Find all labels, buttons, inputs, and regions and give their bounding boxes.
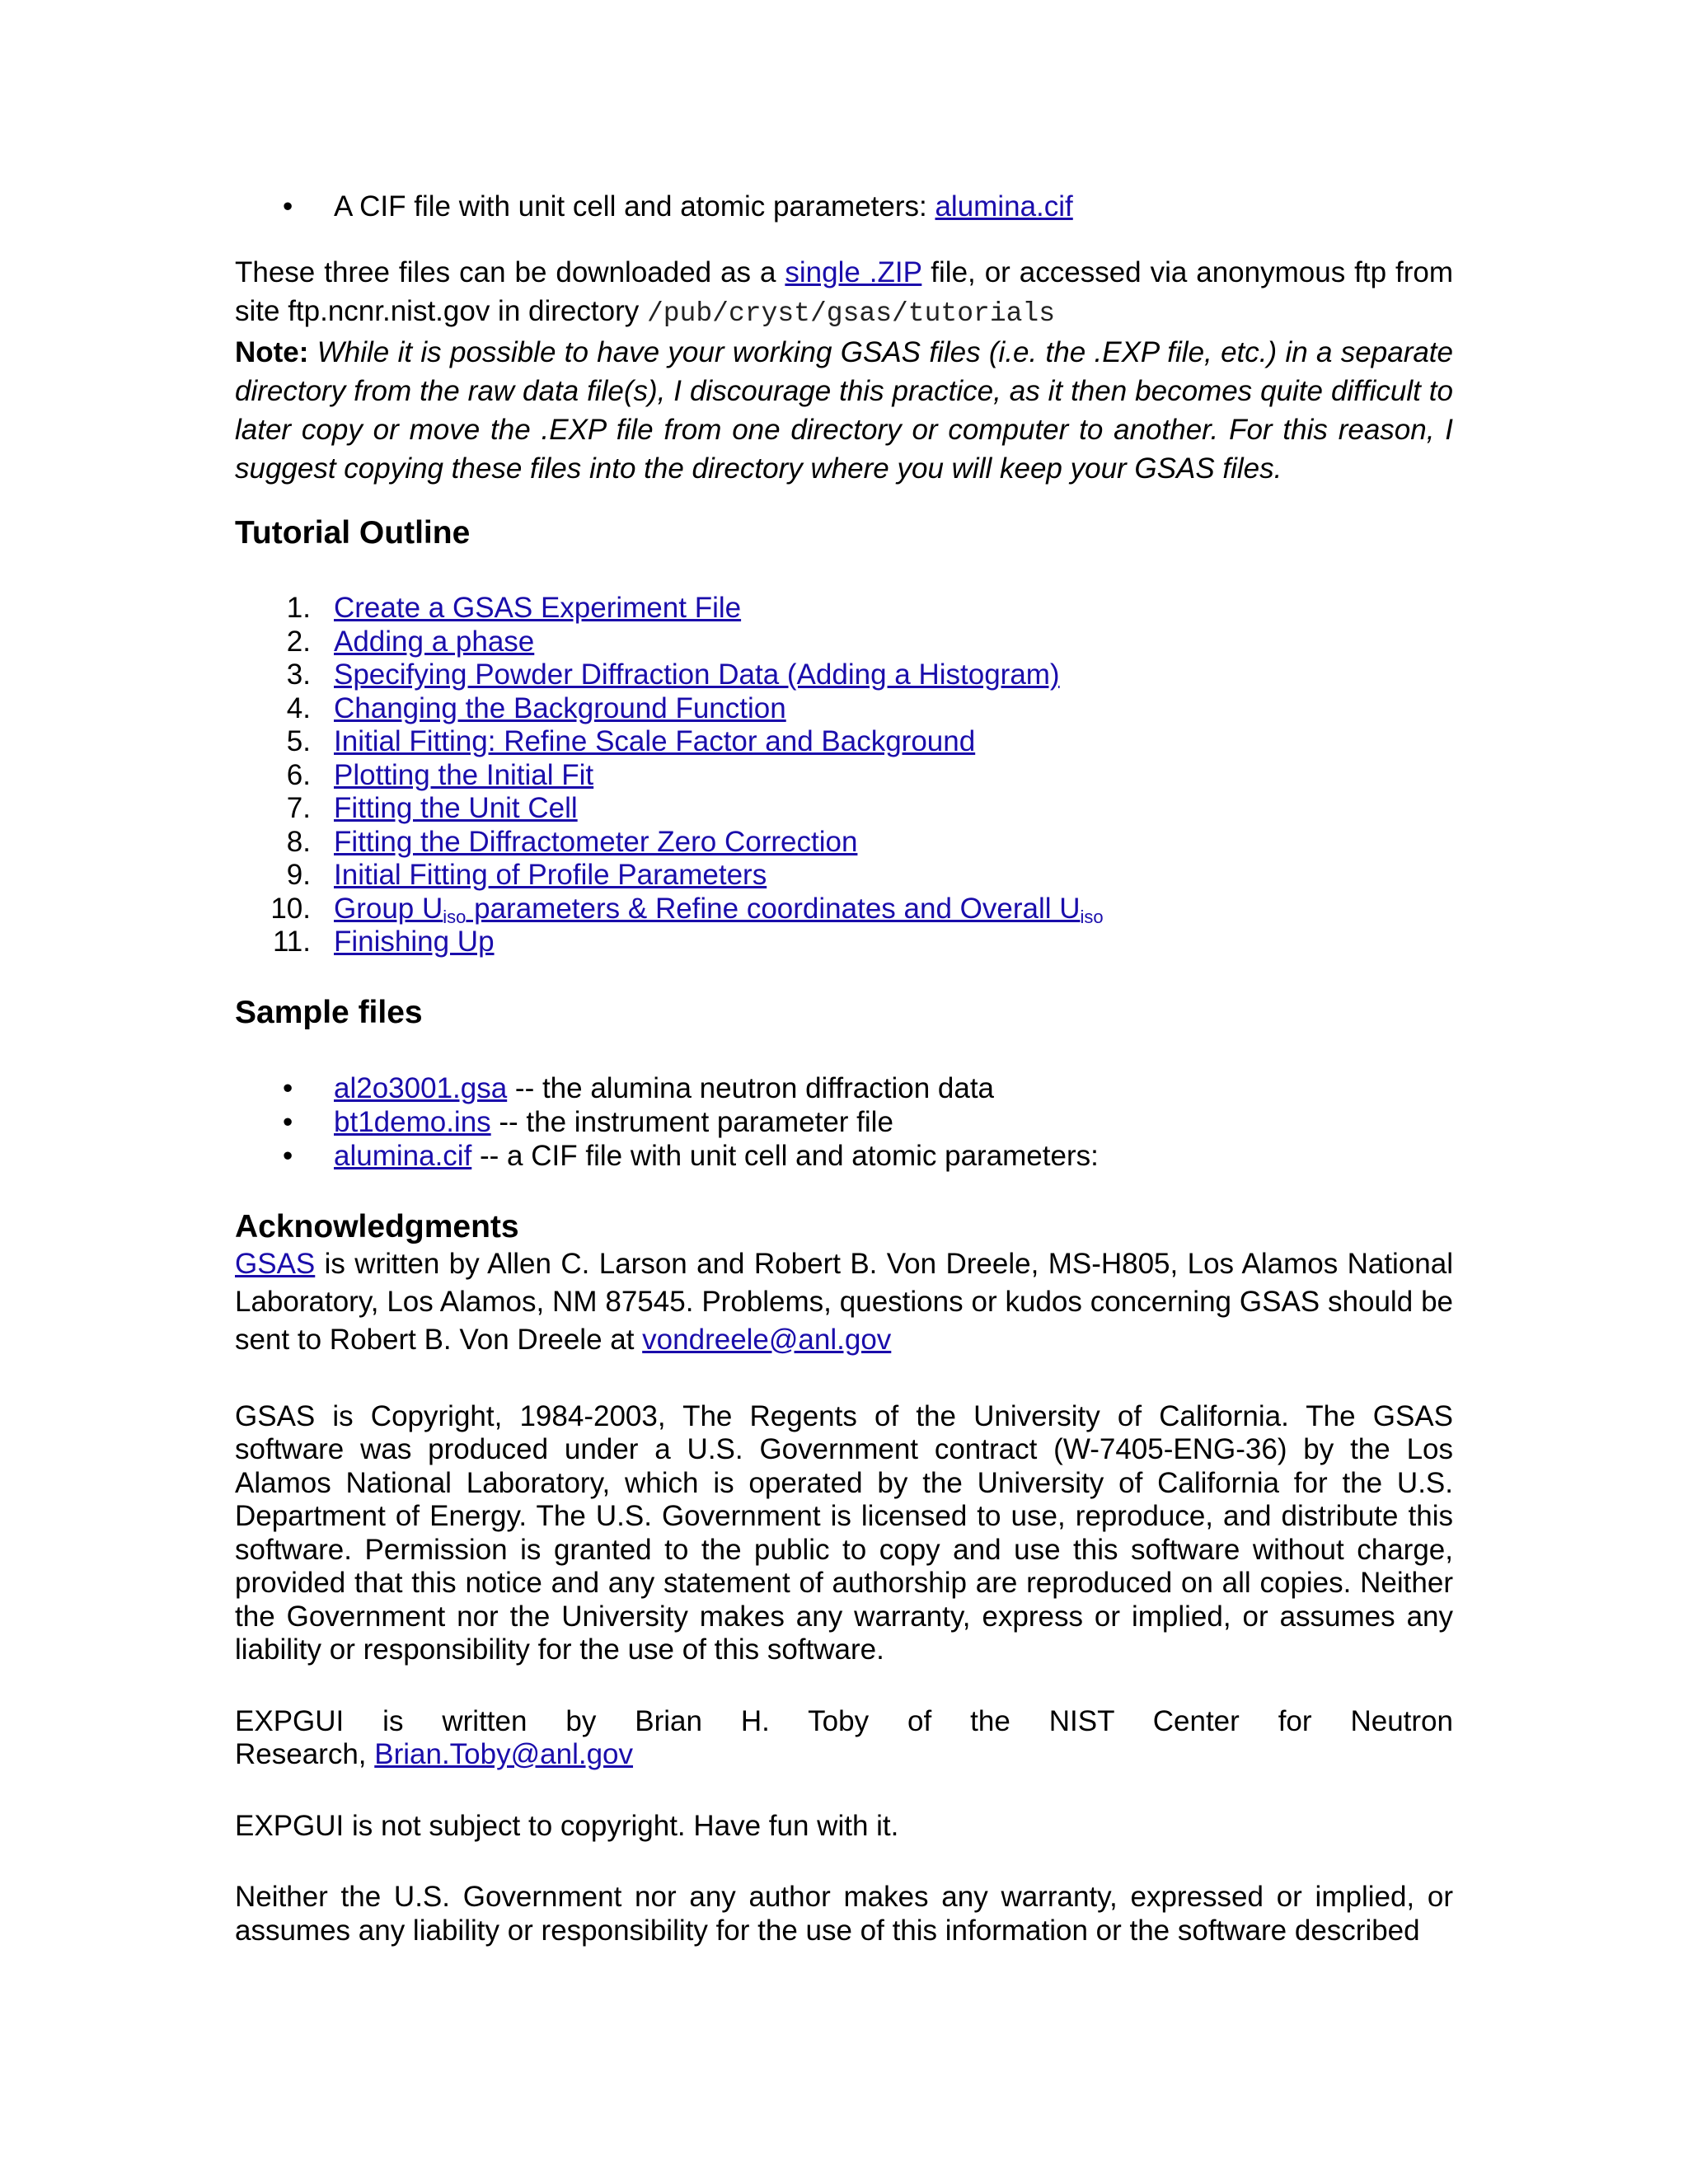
outline-link-plotting[interactable]: Plotting the Initial Fit	[334, 758, 594, 791]
list-item: 8. Fitting the Diffractometer Zero Correction	[286, 825, 858, 858]
document-page	[235, 190, 1453, 1947]
copyright-paragraph: GSAS is Copyright, 1984-2003, The Regents of the University of California. The GSAS software was produced under a U.S. Government contract (W-7405-ENG-36) by the Los Alamos National Laboratory, which is operated by the University of California for the U.S. Department of Energy. The U.S. Government is licensed to use, reproduce, and distribute this software. Permission is granted to the public to copy and use this software without charge, provided that this notice and any statement of authorship are reproduced on all copies. Neither the Government nor the University makes any warranty, express or implied, or assumes any liability or responsibility for the use of this software.	[235, 1399, 1453, 1666]
list-item: 10. Group $U_{iso}$ parameters & Refine coordinates and Overall $U_{iso}$	[270, 892, 1104, 927]
outline-link-adding-phase[interactable]: Adding a phase	[334, 625, 535, 658]
ack-gsas-paragraph: GSAS is written by Allen C. Larson and Robert B. Von Dreele, MS-H805, Los Alamos National Laboratory, Los Alamos, NM 87545. Problems, questions or kudos concerning GSAS should be sent to Robert B. Von Dreele at vondreele@anl.gov	[235, 1247, 1453, 1356]
toby-email-link[interactable]: Brian.Toby@anl.gov	[374, 1738, 634, 1770]
outline-link-background[interactable]: Changing the Background Function	[334, 691, 786, 724]
outline-link-finishing[interactable]: Finishing Up	[334, 926, 495, 958]
ftp-path: /pub/cryst/gsas/tutorials	[646, 298, 1056, 329]
zip-download-link[interactable]: single .ZIP	[785, 256, 922, 288]
list-item: 5. Initial Fitting: Refine Scale Factor and Background	[286, 725, 976, 757]
note-label: Note:	[235, 336, 309, 368]
sample-link-cif[interactable]: alumina.cif	[334, 1139, 472, 1172]
list-item: 6. Plotting the Initial Fit	[286, 758, 594, 791]
gsas-link[interactable]: GSAS	[235, 1247, 316, 1280]
alumina-cif-link[interactable]: alumina.cif	[935, 190, 1073, 223]
note-paragraph	[235, 333, 1453, 488]
outline-link-create-exp[interactable]: Create a GSAS Experiment File	[334, 592, 742, 624]
sample-files-list	[235, 1071, 1453, 1173]
list-item: 9. Initial Fitting of Profile Parameters	[286, 859, 767, 891]
outline-link-profile[interactable]: Initial Fitting of Profile Parameters	[334, 859, 767, 891]
file-list-top	[235, 190, 1453, 223]
list-item: 4. Changing the Background Function	[286, 691, 786, 724]
list-item: 2. Adding a phase	[286, 625, 535, 658]
sample-files-heading: Sample files	[235, 994, 423, 1030]
acknowledgments-heading: Acknowledgments	[235, 1208, 519, 1244]
sample-link-ins[interactable]: bt1demo.ins	[334, 1105, 491, 1138]
warranty-paragraph: Neither the U.S. Government nor any author makes any warranty, expressed or implied, or assumes any liability or responsibility for the use of this information or the software described	[235, 1881, 1453, 1947]
outline-link-uiso[interactable]: Group $U_{iso}$ parameters & Refine coordinates and Overall $U_{iso}$	[334, 892, 1104, 927]
list-item: • al2o3001.gsa -- the alumina neutron diffraction data	[235, 1071, 1453, 1105]
list-item: 3. Specifying Powder Diffraction Data (Adding a Histogram)	[286, 658, 1060, 691]
expgui-copyright-paragraph: EXPGUI is not subject to copyright. Have fun with it.	[235, 1809, 899, 1842]
outline-link-zero-correction[interactable]: Fitting the Diffractometer Zero Correction	[334, 825, 858, 858]
intro-paragraph: These three files can be downloaded as a single .ZIP file, or accessed via anonymous ftp from site ftp.ncnr.nist.gov in directory /pub/cryst/gsas/tutorials	[235, 256, 1453, 329]
list-item: • A CIF file with unit cell and atomic parameters: alumina.cif	[235, 190, 1453, 223]
expgui-author-paragraph	[235, 1705, 1453, 1772]
outline-link-unit-cell[interactable]: Fitting the Unit Cell	[334, 792, 578, 824]
note-text: While it is possible to have your working GSAS files (i.e. the .EXP file, etc.) in a separate directory from the raw data file(s), I discourage this practice, as it then becomes quite difficult to later copy or move the .EXP file from one directory or computer to another. For this reason, I suggest copying these files into the directory where you will keep your GSAS files.	[235, 336, 1453, 485]
expgui-author-line: EXPGUI is written by Brian H. Toby of the NIST Center for Neutron	[235, 1704, 1453, 1737]
list-item: 7. Fitting the Unit Cell	[286, 792, 578, 824]
list-item: • bt1demo.ins -- the instrument parameter file	[235, 1105, 1453, 1139]
list-item: • alumina.cif -- a CIF file with unit cell and atomic parameters:	[235, 1139, 1453, 1173]
tutorial-outline-list	[235, 592, 1453, 959]
sample-link-gsa[interactable]: al2o3001.gsa	[334, 1071, 508, 1104]
outline-link-histogram[interactable]: Specifying Powder Diffraction Data (Adding a Histogram)	[334, 658, 1060, 691]
list-item: 1. Create a GSAS Experiment File	[286, 592, 742, 624]
outline-heading: Tutorial Outline	[235, 515, 471, 551]
vondreele-email-link[interactable]: vondreele@anl.gov	[642, 1323, 892, 1356]
outline-link-initial-fitting[interactable]: Initial Fitting: Refine Scale Factor and Background	[334, 725, 976, 757]
expgui-author-line: Research, Brian.Toby@anl.gov	[235, 1738, 634, 1770]
list-item: 11. Finishing Up	[272, 926, 495, 958]
